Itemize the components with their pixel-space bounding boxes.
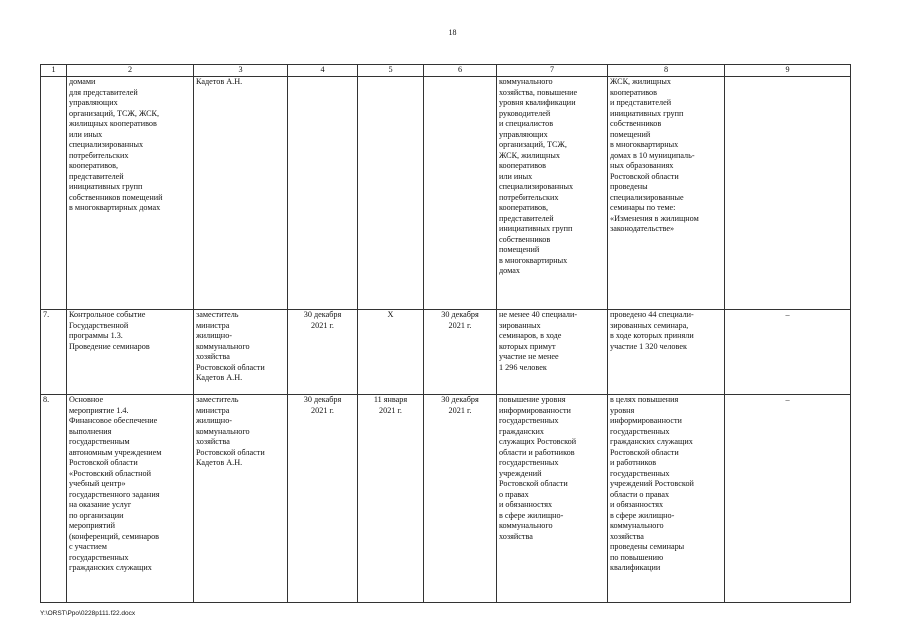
planned-date-cell: 30 декабря 2021 г. (288, 395, 358, 603)
row-number-cell: 7. (41, 310, 67, 395)
page-number: 18 (448, 28, 457, 37)
column-header: 5 (358, 65, 424, 77)
actual-end-date-cell: 30 декабря 2021 г. (424, 395, 497, 603)
actual-start-date-cell: Х (358, 310, 424, 395)
table-row (41, 77, 851, 310)
column-header: 3 (194, 65, 288, 77)
report-table (40, 64, 851, 603)
table-row (41, 310, 851, 395)
table-header-row (41, 65, 851, 77)
notes-cell (725, 77, 851, 310)
file-path-footer: Y:\ORST\Ppo\0228p111.f22.docx (40, 610, 136, 617)
actual-start-date-cell (358, 77, 424, 310)
responsible-cell: Кадетов А.Н. (194, 77, 288, 310)
event-name-cell: домами для представителей управляющих организаций, ТСЖ, ЖСК, жилищных кооперативов или иных специализированных потребительских кооперативов, представителей инициативных групп собственников помещений в многоквартирных домах (67, 77, 194, 310)
row-number-cell (41, 77, 67, 310)
planned-date-cell (288, 77, 358, 310)
column-header: 2 (67, 65, 194, 77)
row-number-cell: 8. (41, 395, 67, 603)
actual-end-date-cell (424, 77, 497, 310)
event-name-cell: Контрольное событие Государственной программы 1.3. Проведение семинаров (67, 310, 194, 395)
event-name-cell: Основное мероприятие 1.4. Финансовое обеспечение выполнения государственным автономным учреждением Ростовской области «Ростовский областной учебный центр» государственного задания на оказание услуг по организации мероприятий (конференций, семинаров с участием государственных гражданских служащих (67, 395, 194, 603)
notes-cell: – (725, 395, 851, 603)
planned-date-cell: 30 декабря 2021 г. (288, 310, 358, 395)
planned-result-cell: коммунального хозяйства, повышение уровня квалификации руководителей и специалистов управляющих организаций, ТСЖ, ЖСК, жилищных кооперативов или иных специализированных потребительских кооперативов, представителей инициативных групп собственников помещений в многоквартирных домах (497, 77, 608, 310)
actual-result-cell: в целях повышения уровня информированности государственных гражданских служащих Ростовской области и работников государственных учреждений Ростовской области о правах и обязанностях в сфере жилищно- коммунального хозяйства проведены семинары по повышению квалификации (608, 395, 725, 603)
column-header: 7 (497, 65, 608, 77)
responsible-cell: заместитель министра жилищно- коммунального хозяйства Ростовской области Кадетов А.Н. (194, 310, 288, 395)
column-header: 9 (725, 65, 851, 77)
column-header: 8 (608, 65, 725, 77)
column-header: 4 (288, 65, 358, 77)
actual-end-date-cell: 30 декабря 2021 г. (424, 310, 497, 395)
actual-result-cell: ЖСК, жилищных кооперативов и представителей инициативных групп собственников помещений в многоквартирных домах в 10 муниципаль- ных образованиях Ростовской области проведены специализированные семинары по теме: «Изменения в жилищном законодательстве» (608, 77, 725, 310)
responsible-cell: заместитель министра жилищно- коммунального хозяйства Ростовской области Кадетов А.Н. (194, 395, 288, 603)
planned-result-cell: повышение уровня информированности государственных гражданских служащих Ростовской области и работников государственных учреждений Ростовской области о правах и обязанностях в сфере жилищно- коммунального хозяйства (497, 395, 608, 603)
column-header: 1 (41, 65, 67, 77)
table-row (41, 395, 851, 603)
planned-result-cell: не менее 40 специали- зированных семинаров, в ходе которых примут участие не менее 1 296 человек (497, 310, 608, 395)
column-header: 6 (424, 65, 497, 77)
notes-cell: – (725, 310, 851, 395)
actual-result-cell: проведено 44 специали- зированных семинара, в ходе которых приняли участие 1 320 человек (608, 310, 725, 395)
actual-start-date-cell: 11 января 2021 г. (358, 395, 424, 603)
